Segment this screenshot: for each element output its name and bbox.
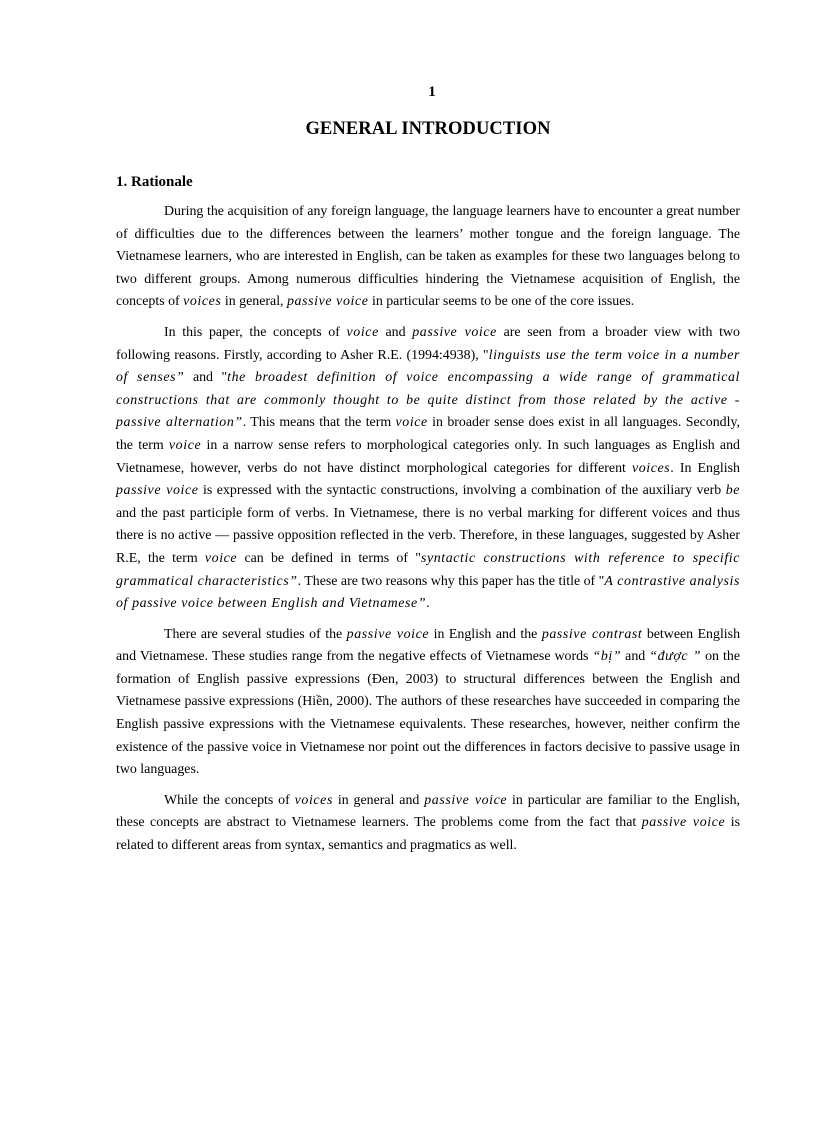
- text-run: While the concepts of: [164, 792, 295, 808]
- text-run: and ": [184, 370, 228, 386]
- italic-run: passive voice: [424, 792, 508, 808]
- italic-run: voices: [631, 460, 671, 476]
- paragraph-2: [116, 322, 740, 616]
- italic-run: passive voice: [641, 815, 726, 831]
- text-run: between English and Vietnamese. These studies range from the negative effects of Vietnamese words: [116, 626, 741, 665]
- document-page: [116, 84, 740, 866]
- text-run: . These are two reasons why this paper has the title of ": [297, 573, 605, 589]
- italic-run: A contrastive analysis of passive voice between English and Vietnamese”: [116, 573, 740, 612]
- italic-run: passive voice: [412, 324, 497, 340]
- text-run: is related to different areas from syntax, semantics and pragmatics as well.: [116, 815, 740, 854]
- text-run: in particular seems to be one of the core issues.: [368, 294, 635, 310]
- italic-run: be: [725, 483, 741, 499]
- text-run: There are several studies of the: [164, 626, 347, 642]
- text-run: is expressed with the syntactic constructions, involving a combination of the auxiliary verb: [198, 483, 726, 499]
- text-run: in broader sense does exist in all languages. Secondly, the term: [116, 415, 741, 453]
- italic-run: linguists use the term voice in a number of senses”: [116, 347, 740, 386]
- page-number: 1: [428, 84, 436, 100]
- italic-run: the broadest definition of voice encompassing a wide range of grammatical constructions that are commonly thought to be quite distinct from those related by the active - passive alternation”: [116, 370, 740, 431]
- text-run: and: [378, 324, 413, 340]
- paragraph-1: [116, 201, 740, 314]
- text-run: on the formation of English passive expressions (Đen, 2003) to structural differences between the English and Vietnamese passive expressions (Hiền, 2000). The authors of these researches have succeeded in comparing the English passive expressions with the Vietnamese equivalents. These researches, however, neither confirm the existence of the passive voice in Vietnamese nor point out the differences in factors decisive to passive usage in two languages.: [116, 649, 740, 778]
- italic-run: “được ”: [649, 649, 702, 665]
- text-run: in English and the: [429, 626, 542, 642]
- text-run: are seen from a broader view with two following reasons. Firstly, according to Asher R.E. (1994:4938), ": [116, 324, 740, 363]
- page-title: GENERAL INTRODUCTION: [305, 119, 551, 139]
- italic-run: voice: [168, 437, 202, 453]
- text-run: and: [621, 649, 650, 665]
- text-run: In this paper, the concepts of: [164, 324, 347, 340]
- italic-run: voice: [395, 415, 428, 431]
- italic-run: passive voice: [287, 294, 369, 310]
- section-heading: 1. Rationale: [116, 174, 193, 190]
- italic-run: voice: [346, 324, 379, 340]
- text-run: in particular are familiar to the English, these concepts are abstract to Vietnamese learners. The problems come from the fact that: [116, 792, 741, 831]
- italic-run: passive contrast: [541, 626, 643, 642]
- italic-run: voices: [183, 294, 222, 310]
- text-run: .: [426, 596, 430, 612]
- italic-run: “bị”: [592, 649, 622, 665]
- paragraph-3: [116, 624, 740, 782]
- italic-run: syntactic constructions with reference to specific grammatical characteristics”: [116, 550, 740, 589]
- italic-run: passive voice: [346, 626, 430, 642]
- text-run: . In English: [670, 460, 740, 476]
- text-run: and the past participle form of verbs. In Vietnamese, there is no verbal marking for different voices and thus there is no active — passive opposition reflected in the verb. Therefore, in these languages, suggested by Asher R.E, the term: [116, 505, 740, 566]
- text-run: During the acquisition of any foreign language, the language learners have to encounter a great number of difficulties due to the differences between the learners’ mother tongue and the foreign language. The Vietnamese learners, who are interested in English, can be taken as examples for these two languages belong to two different groups. Among numerous difficulties hindering the Vietnamese acquisition of English, the concepts of: [116, 204, 740, 310]
- italic-run: voice: [204, 550, 238, 566]
- italic-run: passive voice: [116, 483, 199, 499]
- text-run: can be defined in terms of ": [237, 550, 421, 566]
- text-run: in general,: [221, 294, 288, 310]
- text-run: in a narrow sense refers to morphological categories only. In such languages as English and Vietnamese, however, verbs do not have distinct morphological categories for different: [116, 437, 740, 476]
- text-run: in general and: [332, 792, 425, 808]
- paragraph-4: [116, 790, 740, 858]
- text-run: . This means that the term: [242, 415, 396, 431]
- italic-run: voices: [294, 792, 333, 808]
